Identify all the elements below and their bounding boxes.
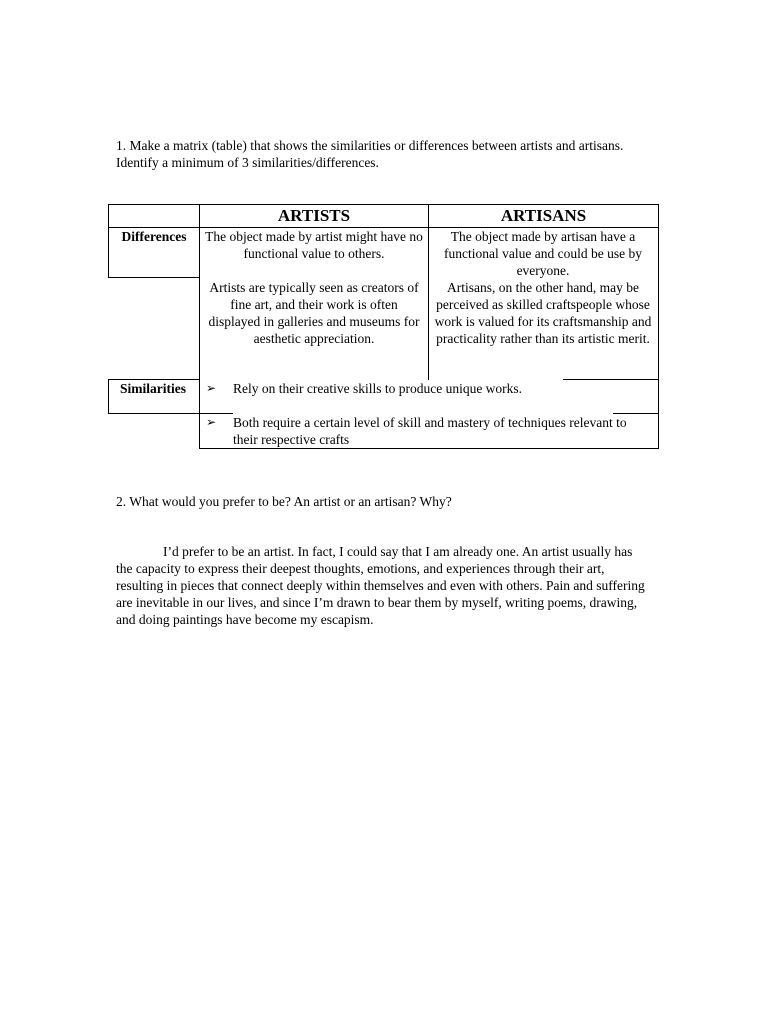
- table-line: [108, 379, 109, 414]
- similarities-label: Similarities: [120, 381, 186, 396]
- similarity-item: [200, 414, 658, 448]
- comparison-matrix: [108, 204, 660, 450]
- question-2-text: 2. What would you prefer to be? An artist or an artisan? Why?: [116, 494, 452, 509]
- similarity-2-text: Both require a certain level of skill and mastery of techniques relevant to their respective crafts: [233, 415, 627, 447]
- table-line: [108, 277, 199, 278]
- table-line: [428, 204, 429, 380]
- header-artisans: ARTISANS: [500, 206, 587, 225]
- similarity-item: [200, 380, 658, 413]
- bullet-arrow-icon: ➢: [206, 381, 217, 395]
- bullet-arrow-icon: ➢: [206, 415, 217, 429]
- differences-label: Differences: [121, 229, 187, 244]
- table-line: [108, 413, 199, 414]
- table-line: [658, 204, 659, 449]
- answer-paragraph: I’d prefer to be an artist. In fact, I could say that I am already one. An artist usually has the capacity to express their deepest thoughts, emotions, and experiences through their art, resulting in pieces that connect deeply within themselves and even with others. Pain and suffering are inevitable in our lives, and since I’m drawn to bear them by myself, writing poems, drawing, and doing paintings have become my escapism.: [116, 544, 645, 627]
- header-artists: ARTISTS: [277, 206, 351, 225]
- diff2-artisans: Artisans, on the other hand, may be perceived as skilled craftspeople whose work is valued for its craftsmanship and practicality rather than its artistic merit.: [434, 280, 652, 346]
- similarity-1-text: Rely on their creative skills to produce unique works.: [233, 381, 523, 396]
- diff1-artisans: The object made by artisan have a functional value and could be use by everyone.: [444, 229, 642, 278]
- table-line: [199, 448, 659, 449]
- diff2-artists: Artists are typically seen as creators of fine art, and their work is often displayed in galleries and museums for aesthetic appreciation.: [208, 280, 420, 346]
- diff1-artists: The object made by artist might have no functional value to others.: [205, 229, 423, 261]
- question-1-text: 1. Make a matrix (table) that shows the similarities or differences between artists and artisans. Identify a minimum of 3 similarities/differences.: [116, 138, 624, 170]
